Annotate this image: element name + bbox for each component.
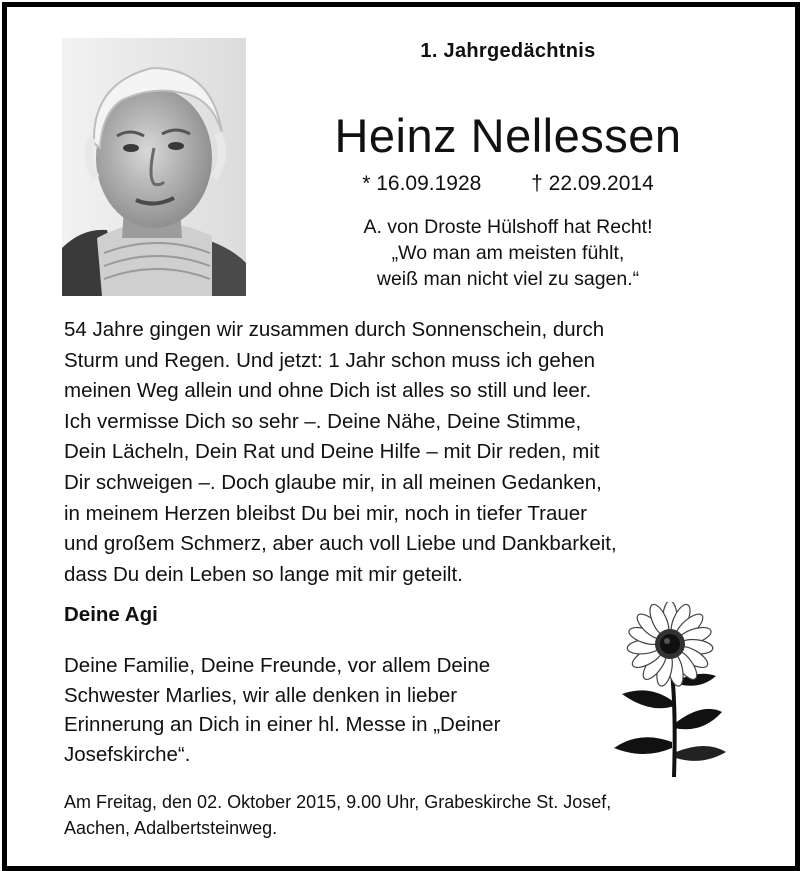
memorial-text: [64, 315, 764, 590]
quote-line: „Wo man am meisten fühlt,: [391, 242, 625, 264]
family-line: Josefskirche“.: [64, 742, 191, 766]
memorial-line: meinen Weg allein und ohne Dich ist alles so still und leer.: [64, 379, 592, 403]
birth-date: * 16.09.1928: [362, 172, 482, 195]
portrait-photo: [62, 38, 246, 296]
memorial-line: 54 Jahre gingen wir zusammen durch Sonnenschein, durch: [64, 318, 605, 341]
family-line: Deine Familie, Deine Freunde, vor allem Deine: [64, 654, 491, 677]
deceased-name: Heinz Nellessen: [334, 109, 682, 162]
signature: Deine Agi: [64, 603, 158, 626]
service-line: Aachen, Adalbertsteinweg.: [64, 818, 278, 838]
memorial-line: Dein Lächeln, Dein Rat und Deine Hilfe – mit Dir reden, mit: [64, 440, 600, 464]
family-text: [64, 651, 500, 769]
family-line: Schwester Marlies, wir alle denken in lieber: [64, 683, 458, 707]
memorial-line: Sturm und Regen. Und jetzt: 1 Jahr schon muss ich gehen: [64, 348, 596, 372]
memorial-line: dass Du dein Leben so lange mit mir geteilt.: [64, 562, 463, 586]
death-date: † 22.09.2014: [531, 172, 654, 195]
memorial-line: Ich vermisse Dich so sehr –. Deine Nähe, Deine Stimme,: [64, 409, 582, 433]
family-line: Erinnerung an Dich in einer hl. Messe in „Deiner: [64, 713, 501, 736]
service-info: [64, 789, 611, 841]
quote-line: A. von Droste Hülshoff hat Recht!: [363, 216, 653, 238]
sunflower-icon: [610, 602, 730, 780]
memorial-line: Dir schweigen –. Doch glaube mir, in all meinen Gedanken,: [64, 470, 602, 494]
life-dates: [262, 172, 754, 196]
quote-block: [262, 214, 754, 292]
quote-line: weiß man nicht viel zu sagen.“: [376, 268, 640, 290]
occasion-heading: 1. Jahrgedächtnis: [420, 40, 596, 62]
memorial-line: und großem Schmerz, aber auch voll Liebe und Dankbarkeit,: [64, 532, 617, 556]
memorial-line: in meinem Herzen bleibst Du bei mir, noch in tiefer Trauer: [64, 501, 587, 525]
service-line: Am Freitag, den 02. Oktober 2015, 9.00 Uhr, Grabeskirche St. Josef,: [64, 792, 612, 812]
